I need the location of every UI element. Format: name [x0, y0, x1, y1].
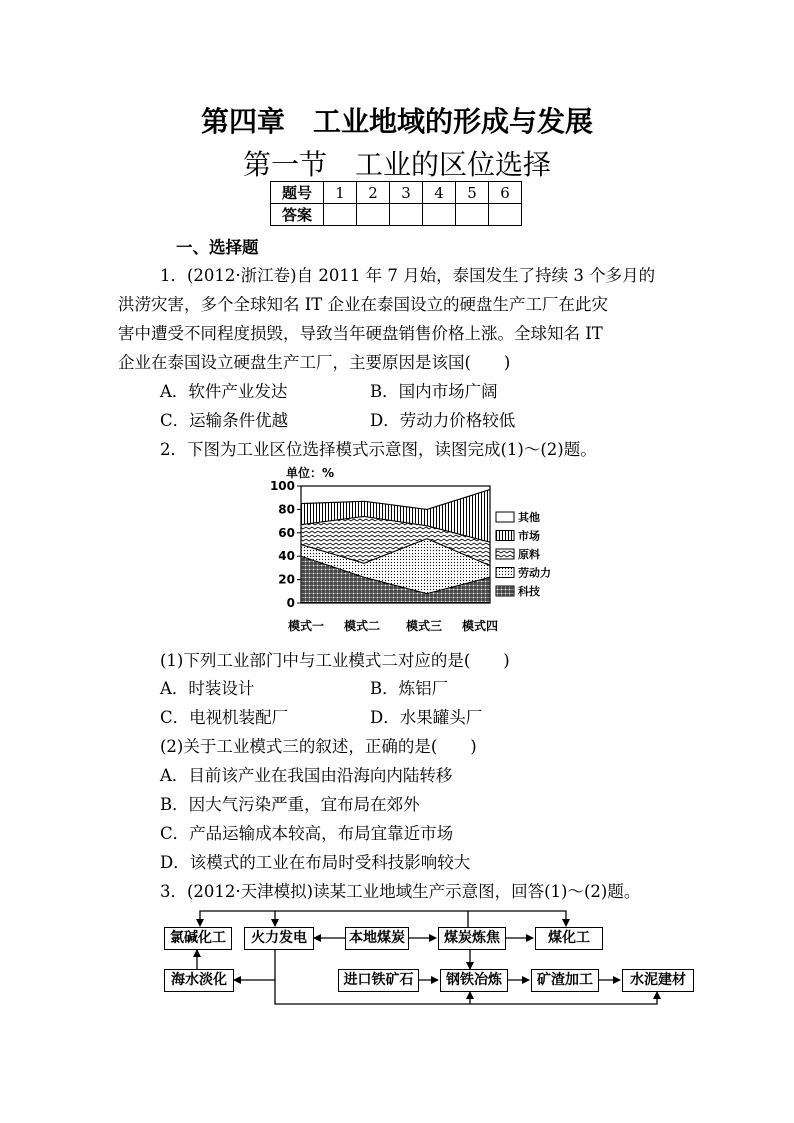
- flow-node-thermal-power: 火力发电: [244, 927, 314, 950]
- flow-node-steel: 钢铁冶炼: [440, 969, 508, 992]
- q1-option-a[interactable]: A．软件产业发达: [160, 382, 288, 401]
- x-tick-label: 模式一: [287, 619, 325, 633]
- chapter-title: 第四章 工业地域的形成与发展: [200, 105, 593, 138]
- legend-swatch: [496, 531, 514, 541]
- q1-option-d[interactable]: D．劳动力价格较低: [370, 411, 516, 430]
- legend-label: 原料: [518, 548, 540, 561]
- flow-node-desalination: 海水淡化: [164, 969, 234, 992]
- x-tick-label: 模式四: [461, 619, 499, 633]
- legend-swatch: [496, 549, 514, 559]
- answer-cell[interactable]: [357, 204, 390, 226]
- flow-node-coal-chemical: 煤化工: [535, 927, 603, 950]
- legend-label: 其他: [518, 511, 540, 524]
- q2-sub1-option-c[interactable]: C．电视机装配厂: [160, 708, 289, 727]
- chart-unit-label: 单位：%: [286, 466, 335, 480]
- answer-label: 答案: [271, 204, 324, 226]
- flow-node-cement: 水泥建材: [622, 969, 694, 992]
- answer-cell[interactable]: [423, 204, 456, 226]
- flow-node-coking: 煤炭炼焦: [438, 927, 506, 950]
- section-title: 第一节 工业的区位选择: [242, 148, 551, 181]
- q2-sub2-option-c[interactable]: C．产品运输成本较高，布局宜靠近市场: [160, 824, 454, 843]
- q2-sub2-stem: (2)关于工业模式三的叙述，正确的是( ): [160, 737, 477, 756]
- y-tick-label: 40: [278, 549, 295, 564]
- flow-node-local-coal: 本地煤炭: [345, 927, 409, 950]
- answer-cell[interactable]: [390, 204, 423, 226]
- question-number: 4: [423, 182, 456, 204]
- section-heading: 一、选择题: [176, 238, 259, 257]
- question-number: 3: [390, 182, 423, 204]
- chart-y-axis: [270, 479, 301, 610]
- q1-line-4: 企业在泰国设立硬盘生产工厂，主要原因是该国( ): [118, 353, 511, 372]
- chart-legend: [496, 510, 551, 598]
- y-tick-label: 0: [286, 596, 295, 610]
- chart-x-labels: [288, 618, 498, 633]
- chart-areas: [301, 486, 490, 603]
- y-tick-label: 20: [278, 572, 295, 587]
- q3-stem: 3．(2012·天津模拟)读某工业地域生产示意图，回答(1)～(2)题。: [160, 882, 641, 901]
- legend-label: 劳动力: [518, 566, 551, 580]
- q1-line-1: 1．(2012·浙江卷)自 2011 年 7 月始，泰国发生了持续 3 个多月的: [160, 266, 656, 285]
- q1-option-c[interactable]: C．运输条件优越: [160, 411, 289, 430]
- question-number: 5: [456, 182, 489, 204]
- y-tick-label: 80: [278, 502, 295, 517]
- flow-node-chlor-alkali: 氯碱化工: [164, 927, 232, 950]
- flow-node-slag: 矿渣加工: [531, 969, 599, 992]
- q1-line-3: 害中遭受不同程度损毁，导致当年硬盘销售价格上涨。全球知名 IT: [118, 324, 603, 343]
- legend-swatch: [496, 586, 514, 596]
- x-tick-label: 模式二: [343, 619, 381, 633]
- q2-sub1-option-b[interactable]: B．炼铝厂: [370, 679, 449, 698]
- x-tick-label: 模式三: [405, 619, 443, 633]
- question-number: 1: [324, 182, 357, 204]
- question-number: 6: [489, 182, 522, 204]
- legend-swatch: [496, 568, 514, 578]
- q2-sub1-option-d[interactable]: D．水果罐头厂: [370, 708, 483, 727]
- q2-sub2-option-a[interactable]: A．目前该产业在我国由沿海向内陆转移: [160, 766, 453, 785]
- answer-table-header-row: [271, 182, 522, 204]
- q2-sub1-stem: (1)下列工业部门中与工业模式二对应的是( ): [160, 651, 510, 670]
- flow-connectors: [0, 900, 794, 1015]
- answer-table: [270, 181, 522, 226]
- q1-option-b[interactable]: B．国内市场广阔: [370, 382, 498, 401]
- q2-stem: 2．下图为工业区位选择模式示意图，读图完成(1)～(2)题。: [160, 440, 597, 459]
- q1-line-2: 洪涝灾害，多个全球知名 IT 企业在泰国设立的硬盘生产工厂在此灾: [118, 295, 609, 314]
- y-tick-label: 60: [278, 525, 295, 540]
- legend-swatch: [496, 512, 514, 522]
- question-number-label: 题号: [271, 182, 324, 204]
- answer-cell[interactable]: [324, 204, 357, 226]
- q2-sub1-option-a[interactable]: A．时装设计: [160, 679, 255, 698]
- q2-sub2-option-b[interactable]: B．因大气污染严重，宜布局在郊外: [160, 795, 420, 814]
- answer-cell[interactable]: [456, 204, 489, 226]
- answer-cell[interactable]: [489, 204, 522, 226]
- flow-node-imported-ore: 进口铁矿石: [338, 969, 419, 992]
- area-chart: [258, 462, 558, 642]
- y-tick-label: 100: [269, 479, 295, 493]
- legend-label: 市场: [518, 529, 540, 543]
- answer-table-answer-row: [271, 204, 522, 226]
- q2-sub2-option-d[interactable]: D．该模式的工业在布局时受科技影响较大: [160, 853, 471, 872]
- legend-label: 科技: [518, 585, 540, 598]
- question-number: 2: [357, 182, 390, 204]
